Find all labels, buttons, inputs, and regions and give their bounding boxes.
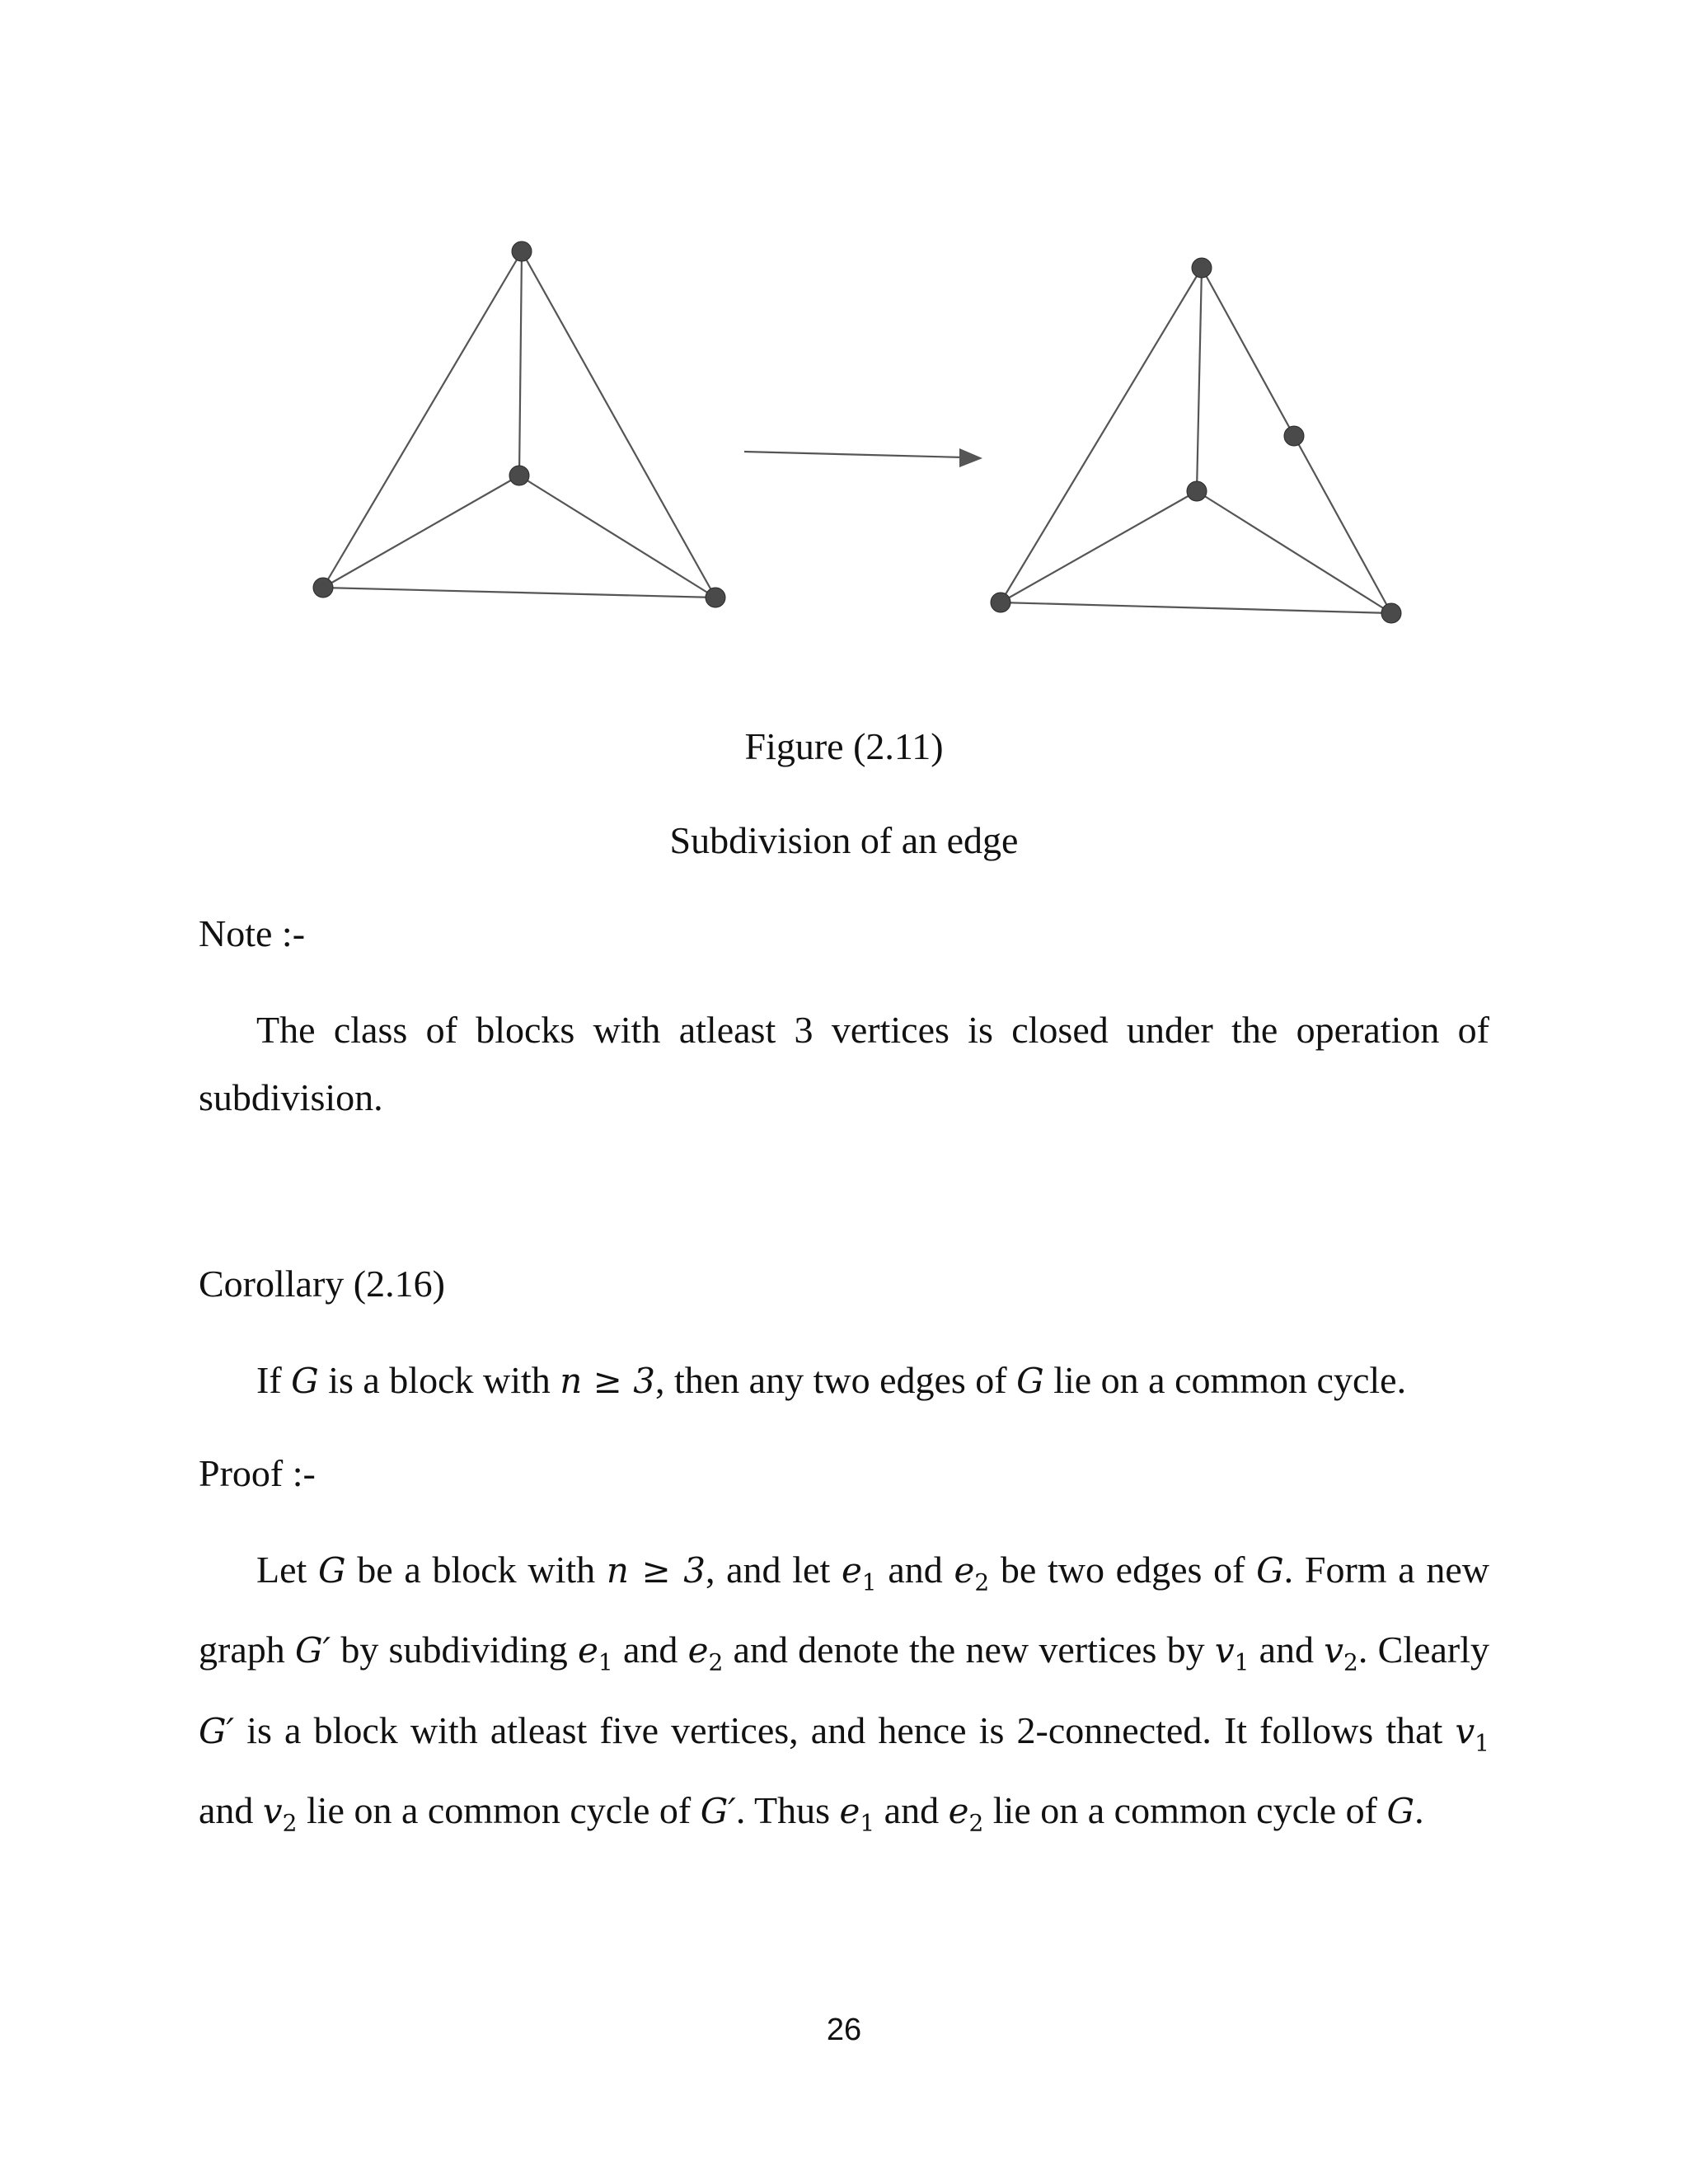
right-graph (991, 258, 1401, 623)
vertex (512, 241, 532, 261)
page-number: 26 (826, 2013, 862, 2047)
edge (1197, 491, 1391, 613)
left-graph (313, 241, 725, 607)
figure-title: Subdivision of an edge (669, 819, 1019, 861)
figure-label: Figure (2.11) (744, 725, 944, 767)
corollary-text: If G is a block with n ≥ 3, then any two edges of G lie on a common cycle. (256, 1359, 1407, 1401)
note-heading: Note :- (199, 912, 306, 954)
edge (1001, 602, 1391, 613)
proof-text: Let G be a block with n ≥ 3, and let $e_1$ and $e_2$ be two edges of G. Form a new graph G′ by subdividing $e_1$ and $e_2$ and denote the new vertices by $v_1$ and $v_2$. Clearly G′ is a block with atleast five vertices, and hence is 2-connected. It follows that $v_1$ and $v_2$ lie on a common cycle of G′. Thus $e_1$ and $e_2$ lie on a common cycle of G. (199, 1549, 1490, 1837)
subdivision-vertex (1284, 426, 1304, 446)
vertex (1187, 481, 1207, 501)
edge (1001, 491, 1197, 602)
vertex (1192, 258, 1212, 278)
arrow-shaft (744, 452, 964, 457)
edge (1001, 268, 1202, 602)
edge (522, 251, 715, 598)
edge (323, 476, 519, 588)
vertex (509, 466, 529, 485)
edge (519, 251, 522, 476)
corollary-heading: Corollary (2.16) (199, 1263, 445, 1305)
vertex (991, 593, 1010, 612)
edge (1202, 268, 1294, 436)
edge (323, 588, 715, 598)
vertex (313, 578, 333, 598)
proof-heading: Proof :- (199, 1452, 316, 1494)
note-text (199, 996, 1489, 1132)
note-body: The class of blocks with atleast 3 vertices is closed under the operation of subdivision. (199, 1009, 1489, 1118)
arrow (744, 448, 982, 467)
graph-diagram (0, 0, 1688, 709)
edge (1197, 268, 1202, 491)
edge (1294, 436, 1391, 613)
vertex (1381, 603, 1401, 623)
edge (519, 476, 715, 598)
figure-subdivision (0, 0, 1688, 709)
edge (323, 251, 522, 588)
arrow-head (959, 448, 982, 467)
vertex (706, 588, 725, 607)
